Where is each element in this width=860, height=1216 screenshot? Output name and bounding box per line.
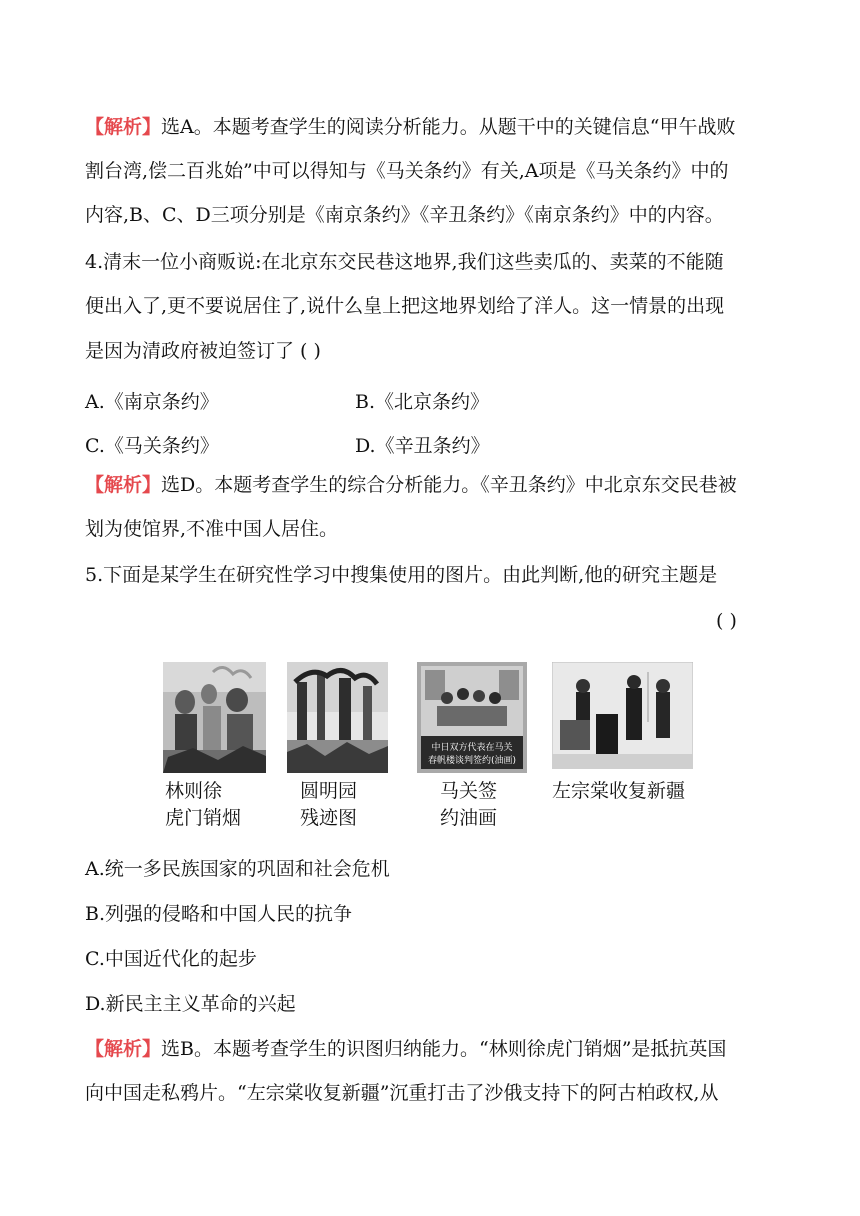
q4-analysis-line-1	[85, 476, 737, 495]
q5-option-a: A.统一多民族国家的巩固和社会危机	[85, 858, 390, 880]
analysis-text: 选D。本题考查学生的综合分析能力。《辛丑条约》中北京东交民巷被	[161, 474, 737, 496]
q5-analysis-line-1	[85, 1040, 726, 1059]
caption-line: 左宗棠收复新疆	[552, 780, 686, 802]
q4-analysis-line-2: 划为使馆界,不准中国人居住。	[85, 518, 339, 540]
q3-analysis-line-2: 割台湾,偿二百兆始”中可以得知与《马关条约》有关,A项是《马关条约》中的	[85, 160, 729, 182]
painting-inset-line-1: 中日双方代表在马关	[431, 743, 513, 753]
analysis-tag: 【解析】	[85, 116, 162, 138]
analysis-tag: 【解析】	[85, 474, 162, 496]
analysis-text: 选B。本题考查学生的识图归纳能力。“林则徐虎门销烟”是抵抗英国	[161, 1038, 727, 1060]
caption-line: 林则徐	[165, 780, 223, 802]
q4-option-a: A.《南京条约》	[85, 391, 219, 413]
q5-analysis-line-2: 向中国走私鸦片。“左宗棠收复新疆”沉重打击了沙俄支持下的阿古柏政权,从	[85, 1082, 719, 1104]
q4-option-d: D.《辛丑条约》	[355, 435, 490, 457]
q4-option-c: C.《马关条约》	[85, 435, 219, 457]
q3-analysis-line-3: 内容,B、C、D三项分别是《南京条约》《辛丑条约》《南京条约》中的内容。	[85, 204, 724, 226]
q4-stem-line-3: 是因为清政府被迫签订了 ( )	[85, 340, 321, 362]
q3-analysis-line-1	[85, 118, 735, 137]
officials-photo-image	[552, 662, 693, 769]
caption-line: 马关签	[440, 780, 498, 802]
caption-line: 约油画	[440, 807, 498, 829]
q5-answer-paren: ( )	[716, 610, 737, 632]
caption-ruins	[300, 778, 357, 832]
q4-stem-line-2: 便出入了,更不要说居住了,说什么皇上把这地界划给了洋人。这一情景的出现	[85, 295, 725, 317]
q5-stem: 5.下面是某学生在研究性学习中搜集使用的图片。由此判断,他的研究主题是	[85, 564, 718, 586]
caption-opium-burning	[165, 778, 241, 832]
caption-officials-photo	[552, 778, 685, 805]
analysis-text: 选A。本题考查学生的阅读分析能力。从题干中的关键信息“甲午战败	[161, 116, 736, 138]
opium-burning-image	[163, 662, 266, 773]
analysis-tag: 【解析】	[85, 1038, 162, 1060]
q4-stem-line-1: 4.清末一位小商贩说:在北京东交民巷这地界,我们这些卖瓜的、卖菜的不能随	[85, 251, 724, 273]
q4-option-b: B.《北京条约》	[355, 391, 490, 413]
treaty-painting-image	[417, 662, 527, 773]
q5-option-d: D.新民主主义革命的兴起	[85, 993, 296, 1015]
caption-treaty-painting	[440, 778, 497, 832]
caption-line: 圆明园	[300, 780, 358, 802]
q5-option-c: C.中国近代化的起步	[85, 948, 257, 970]
ruins-image	[287, 662, 388, 773]
q5-option-b: B.列强的侵略和中国人民的抗争	[85, 903, 353, 925]
painting-inset-line-2: 春帆楼谈判签约(油画)	[427, 756, 517, 766]
caption-line: 残迹图	[300, 807, 358, 829]
caption-line: 虎门销烟	[165, 807, 242, 829]
